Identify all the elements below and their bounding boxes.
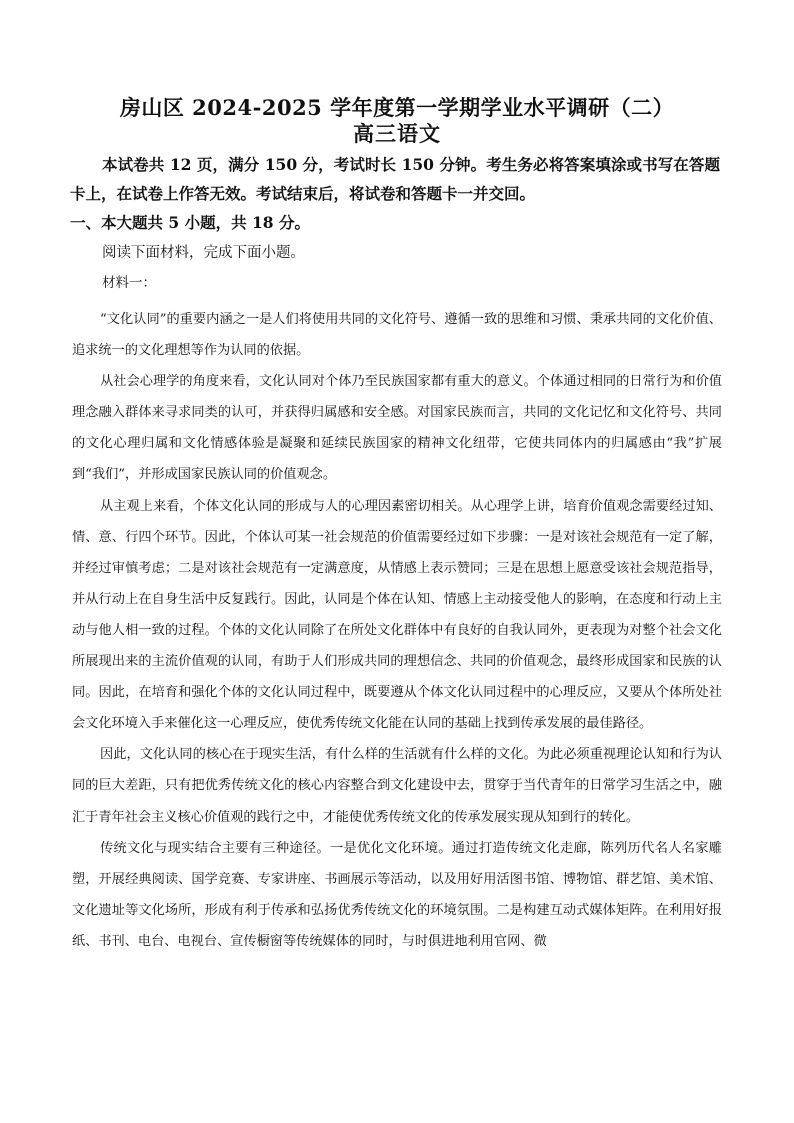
material-label: 材料一：: [102, 275, 156, 291]
material-paragraph-4: 因此，文化认同的核心在于现实生活，有什么样的生活就有什么样的文化。为此必须重视理论认知和行为认同的巨大差距，只有把优秀传统文化的核心内容整合到文化建设中去，贯穿于当代青年的日常学习生活之中，融汇于青年社会主义核心价值观的践行之中，才能使优秀传统文化的传承发展实现从知到行的转化。: [72, 747, 722, 825]
lead-in-text: 阅读下面材料，完成下面小题。: [102, 245, 305, 261]
exam-instructions: 本试卷共 12 页，满分 150 分，考试时长 150 分钟。考生务必将答案填涂或书写在答题卡上，在试卷上作答无效。考试结束后，将试卷和答题卡一并交回。: [70, 155, 720, 203]
material-body: [72, 304, 722, 957]
section-heading: 一、本大题共 5 小题，共 18 分。: [70, 213, 310, 232]
material-paragraph-5: 传统文化与现实结合主要有三种途径。一是优化文化环境。通过打造传统文化走廊，陈列历代名人名家雕塑，开展经典阅读、国学竞赛、专家讲座、书画展示等活动，以及用好用活图书馆、博物馆、群艺馆、美术馆、文化遗址等文化场所，形成有利于传承和弘扬优秀传统文化的环境氛围。二是构建互动式媒体矩阵。在利用好报纸、书刊、电台、电视台、宣传橱窗等传统媒体的同时，与时俱进地利用官网、微: [72, 840, 722, 949]
material-paragraph-3: 从主观上来看，个体文化认同的形成与人的心理因素密切相关。从心理学上讲，培育价值观念需要经过知、情、意、行四个环节。因此，个体认可某一社会规范的价值需要经过如下步骤：一是对该社会规范有一定了解，并经过审慎考虑；二是对该社会规范有一定满意度，从情感上表示赞同；三是在思想上愿意受该社会规范指导，并从行动上在自身生活中反复践行。因此，认同是个体在认知、情感上主动接受他人的影响，在态度和行动上主动与他人相一致的过程。个体的文化认同除了在所处文化群体中有良好的自我认同外，更表现为对整个社会文化所展现出来的主流价值观的认同，有助于人们形成共同的理想信念、共同的价值观念，最终形成国家和民族的认同。因此，在培育和强化个体的文化认同过程中，既要遵从个体文化认同过程中的心理反应，又要从个体所处社会文化环境入手来催化这一心理反应，使优秀传统文化能在认同的基础上找到传承发展的最佳路径。: [72, 498, 722, 732]
exam-subtitle: 高三语文: [353, 121, 441, 146]
material-paragraph-2: 从社会心理学的角度来看，文化认同对个体乃至民族国家都有重大的意义。个体通过相同的日常行为和价值理念融入群体来寻求同类的认可，并获得归属感和安全感。对国家民族而言，共同的文化记忆和文化符号、共同的文化心理归属和文化情感体验是凝聚和延续民族国家的精神文化纽带，它使共同体内的归属感由“我”扩展到“我们”，并形成国家民族认同的价值观念。: [72, 374, 722, 483]
material-paragraph-1: “文化认同”的重要内涵之一是人们将使用共同的文化符号、遵循一致的思维和习惯、秉承共同的文化价值、追求统一的文化理想等作为认同的依据。: [72, 312, 722, 359]
exam-title: 房山区 2024-2025 学年度第一学期学业水平调研（二）: [119, 95, 675, 120]
